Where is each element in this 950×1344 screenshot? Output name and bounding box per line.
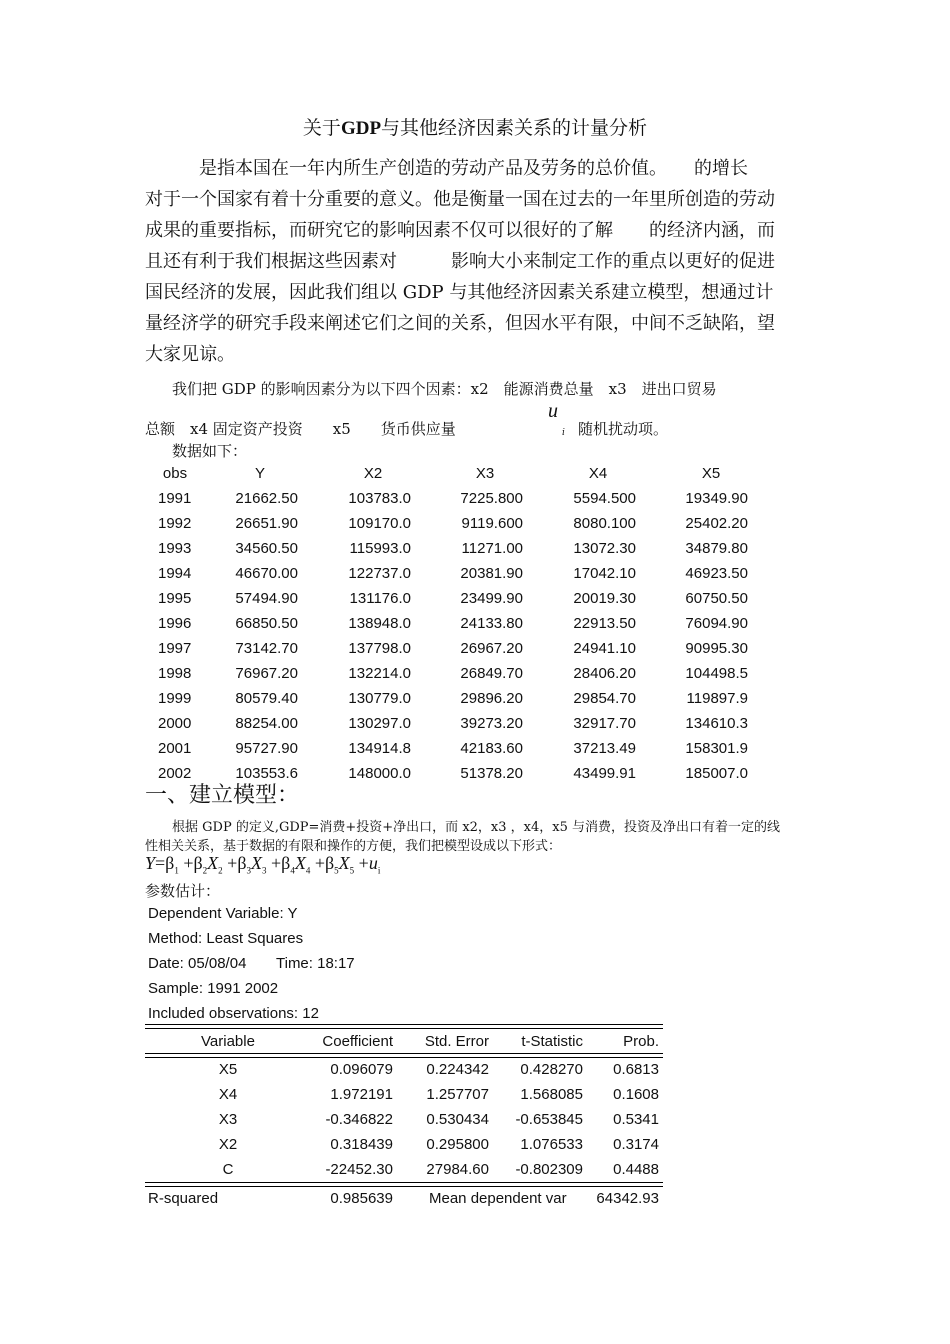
table-cell: 57494.90 — [235, 590, 298, 607]
table-header-cell: X3 — [475, 465, 495, 482]
intro-paragraph — [145, 153, 813, 370]
intro-line: 国民经济的发展，因此我们组以 GDP 与其他经济因素关系建立模型，想通过计 — [145, 282, 774, 303]
table-cell: 103783.0 — [348, 490, 411, 507]
table-cell: 26651.90 — [235, 515, 298, 532]
factors-line-1: 我们把 GDP 的影响因素分为以下四个因素：x2 能源消费总量 x3 进出口贸易 — [172, 380, 717, 398]
table-cell: 130779.0 — [348, 690, 411, 707]
table-cell: 32917.70 — [573, 715, 636, 732]
table-cell: 9119.600 — [461, 515, 523, 532]
factors-disturbance-label: 随机扰动项。 — [578, 420, 669, 438]
table-cell: 115993.0 — [349, 540, 411, 557]
table-cell: 148000.0 — [348, 765, 411, 782]
reg-cell: 0.096079 — [330, 1061, 393, 1078]
table-cell: 138948.0 — [348, 615, 411, 632]
title-suffix: 与其他经济因素关系的计量分析 — [381, 117, 648, 139]
table-cell: 1996 — [158, 615, 192, 632]
reg-time: Time: 18:17 — [276, 955, 355, 972]
table-cell: 1992 — [158, 515, 192, 532]
table-cell: 76094.90 — [685, 615, 748, 632]
table-cell: 1998 — [158, 665, 192, 682]
table-cell: 13072.30 — [573, 540, 636, 557]
table-cell: 34879.80 — [685, 540, 748, 557]
estimate-label: 参数估计： — [145, 882, 221, 900]
table-cell: 42183.60 — [460, 740, 523, 757]
table-cell: 5594.500 — [573, 490, 636, 507]
reg-cell: 1.972191 — [330, 1086, 393, 1103]
table-cell: 66850.50 — [235, 615, 298, 632]
table-cell: 95727.90 — [235, 740, 298, 757]
table-cell: 11271.00 — [461, 540, 523, 557]
table-cell: 21662.50 — [235, 490, 298, 507]
reg-cell: 0.4488 — [613, 1161, 659, 1178]
table-cell: 1994 — [158, 565, 192, 582]
intro-line: 大家见谅。 — [145, 344, 235, 365]
table-cell: 17042.10 — [573, 565, 636, 582]
table-cell: 103553.6 — [235, 765, 298, 782]
intro-line: 且还有利于我们根据这些因素对 影响大小来制定工作的重点以更好的促进 — [145, 251, 775, 272]
reg-cell: 0.530434 — [426, 1111, 489, 1128]
table-cell: 80579.40 — [235, 690, 298, 707]
model-equation: $Y=\beta_1 +\beta_2X_2 +\beta_3X_3 +\beta_4X_4 +\beta_5X_5 +u_i$ — [145, 853, 381, 876]
reg-cell: 0.428270 — [520, 1061, 583, 1078]
table-cell: 158301.9 — [685, 740, 748, 757]
table-cell: 26849.70 — [460, 665, 523, 682]
reg-cell: 0.1608 — [613, 1086, 659, 1103]
table-cell: 8080.100 — [573, 515, 636, 532]
table-cell: 37213.49 — [573, 740, 636, 757]
table-cell: 131176.0 — [349, 590, 411, 607]
table-cell: 29896.20 — [460, 690, 523, 707]
table-cell: 2001 — [158, 740, 192, 757]
table-cell: 51378.20 — [460, 765, 523, 782]
table-header-cell: X4 — [588, 465, 608, 482]
table-cell: 122737.0 — [348, 565, 411, 582]
table-cell: 23499.90 — [460, 590, 523, 607]
mean-dep-value: 64342.93 — [596, 1190, 659, 1207]
reg-header-cell: Variable — [201, 1033, 255, 1050]
reg-dependent: Dependent Variable: Y — [148, 905, 298, 922]
reg-cell: -0.653845 — [515, 1111, 583, 1128]
table-cell: 34560.50 — [235, 540, 298, 557]
table-cell: 134914.8 — [348, 740, 411, 757]
table-cell: 20019.30 — [573, 590, 636, 607]
reg-cell: -0.346822 — [325, 1111, 393, 1128]
table-cell: 132214.0 — [348, 665, 411, 682]
factors-line-2: 总额 x4 固定资产投资 x5 货币供应量 — [145, 420, 456, 438]
table-cell: 43499.91 — [573, 765, 636, 782]
reg-cell: 0.224342 — [426, 1061, 489, 1078]
table-cell: 119897.9 — [686, 690, 748, 707]
intro-line: 是指本国在一年内所生产创造的劳动产品及劳务的总价值。 的增长 — [145, 158, 748, 179]
table-header-cell: obs — [162, 465, 188, 482]
table-cell: 76967.20 — [235, 665, 298, 682]
table-cell: 24133.80 — [460, 615, 523, 632]
data-intro: 数据如下： — [172, 442, 248, 460]
intro-line: 量经济学的研究手段来阐述它们之间的关系，但因水平有限，中间不乏缺陷，望 — [145, 313, 775, 334]
model-note-1: 根据 GDP 的定义,GDP=消费+投资+净出口，而 x2，x3 ，x4，x5 与消费，投资及净出口有着一定的线 — [172, 820, 780, 835]
reg-cell: 1.568085 — [520, 1086, 583, 1103]
section-heading: 一、建立模型： — [145, 783, 300, 808]
table-cell: 134610.3 — [685, 715, 748, 732]
table-cell: 2002 — [158, 765, 192, 782]
reg-header-cell: Coefficient — [322, 1033, 393, 1050]
table-cell: 39273.20 — [460, 715, 523, 732]
table-cell: 73142.70 — [235, 640, 298, 657]
table-header-cell: X5 — [701, 465, 721, 482]
intro-line: 对于一个国家有着十分重要的意义。他是衡量一国在过去的一年里所创造的劳动 — [145, 189, 775, 210]
reg-cell: 1.076533 — [520, 1136, 583, 1153]
reg-cell: X5 — [218, 1061, 238, 1078]
reg-top-rule — [145, 1024, 663, 1029]
reg-cell: X4 — [218, 1086, 238, 1103]
reg-cell: X2 — [218, 1136, 238, 1153]
reg-header-rule — [145, 1053, 663, 1058]
r-squared-label: R-squared — [148, 1190, 219, 1207]
reg-observations: Included observations: 12 — [148, 1005, 319, 1022]
reg-date: Date: 05/08/04 — [148, 955, 247, 972]
table-cell: 1997 — [158, 640, 192, 657]
table-cell: 109170.0 — [348, 515, 411, 532]
table-cell: 137798.0 — [348, 640, 411, 657]
reg-cell: 0.318439 — [330, 1136, 393, 1153]
intro-line: 成果的重要指标，而研究它的影响因素不仅可以很好的了解 的经济内涵，而 — [145, 220, 775, 241]
table-cell: 25402.20 — [685, 515, 748, 532]
table-cell: 130297.0 — [348, 715, 411, 732]
reg-cell: 0.6813 — [613, 1061, 659, 1078]
reg-cell: -0.802309 — [515, 1161, 583, 1178]
title-bold: GDP — [340, 118, 382, 139]
table-cell: 90995.30 — [685, 640, 748, 657]
table-header-cell: Y — [254, 465, 265, 482]
table-cell: 2000 — [158, 715, 192, 732]
table-cell: 26967.20 — [460, 640, 523, 657]
reg-cell: 27984.60 — [426, 1161, 489, 1178]
table-cell: 22913.50 — [573, 615, 636, 632]
reg-sample: Sample: 1991 2002 — [148, 980, 279, 997]
table-cell: 1999 — [158, 690, 192, 707]
reg-cell: 0.295800 — [426, 1136, 489, 1153]
table-cell: 88254.00 — [235, 715, 298, 732]
disturbance-symbol: u — [548, 400, 558, 422]
table-cell: 60750.50 — [685, 590, 748, 607]
reg-cell: 0.5341 — [613, 1111, 659, 1128]
table-cell: 20381.90 — [460, 565, 523, 582]
disturbance-subscript: i — [562, 428, 565, 438]
reg-header-cell: t-Statistic — [521, 1033, 583, 1050]
r-squared-value: 0.985639 — [330, 1190, 393, 1207]
reg-bottom-rule — [145, 1182, 663, 1187]
table-cell: 46670.00 — [235, 565, 298, 582]
table-cell: 1993 — [158, 540, 192, 557]
table-cell: 1995 — [158, 590, 192, 607]
table-cell: 46923.50 — [685, 565, 748, 582]
reg-cell: 1.257707 — [426, 1086, 489, 1103]
reg-cell: -22452.30 — [325, 1161, 393, 1178]
table-cell: 28406.20 — [573, 665, 636, 682]
table-cell: 185007.0 — [685, 765, 748, 782]
reg-header-cell: Std. Error — [424, 1033, 489, 1050]
table-cell: 19349.90 — [685, 490, 748, 507]
model-note-2: 性相关关系，基于数据的有限和操作的方便，我们把模型设成以下形式： — [145, 839, 562, 854]
reg-cell: 0.3174 — [613, 1136, 659, 1153]
reg-header-cell: Prob. — [623, 1033, 659, 1050]
title-prefix: 关于 — [302, 117, 341, 139]
table-cell: 24941.10 — [573, 640, 636, 657]
table-cell: 1991 — [158, 490, 192, 507]
table-cell: 7225.800 — [460, 490, 523, 507]
reg-cell: X3 — [218, 1111, 238, 1128]
mean-dep-label: Mean dependent var — [429, 1190, 567, 1207]
table-header-cell: X2 — [363, 465, 383, 482]
reg-method: Method: Least Squares — [148, 930, 304, 947]
table-cell: 29854.70 — [573, 690, 636, 707]
page-title — [0, 113, 950, 140]
reg-cell: C — [222, 1161, 234, 1178]
table-cell: 104498.5 — [685, 665, 748, 682]
